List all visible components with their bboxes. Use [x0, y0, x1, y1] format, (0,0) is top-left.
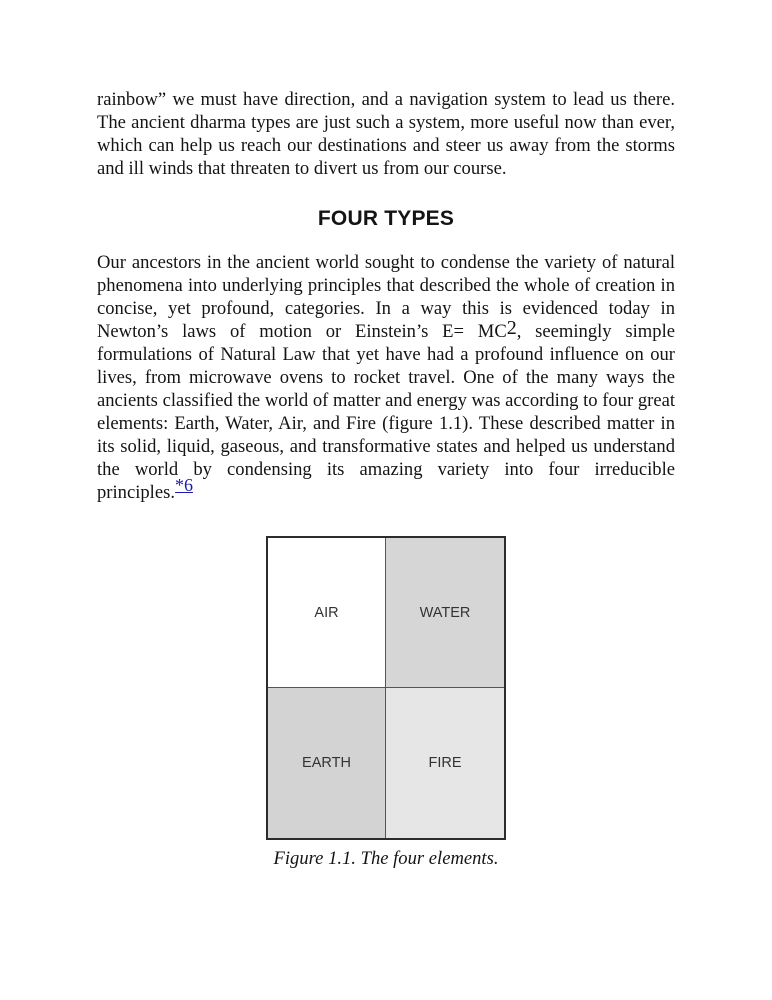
figure-cell-earth: EARTH — [268, 688, 386, 838]
body-text-part1: Our ancestors in the ancient world sought to condense the variety of natural phenomena into underlying principles that described the whole of creation in concise, yet profound, categories. In a way this is evidenced today in Newton’s laws of motion or Einstein’s E= MC — [97, 252, 675, 342]
intro-paragraph: rainbow” we must have direction, and a navigation system to lead us there. The ancient dharma types are just such a system, more useful now than ever, which can help us reach our destinations and steer us away from the storms and ill winds that threaten to divert us from our course. — [97, 89, 675, 179]
footnote-link[interactable]: *6 — [174, 475, 193, 495]
figure-cell-water: WATER — [386, 538, 504, 688]
page-content — [97, 88, 675, 504]
body-paragraph — [97, 251, 675, 504]
figure-cell-air: AIR — [268, 538, 386, 688]
body-text-part2: , seemingly simple formulations of Natural Law that yet have had a profound influence on our lives, from microwave ovens to rocket travel. One of the many ways the ancients classified the world of matter and energy was according to four great elements: Earth, Water, Air, and Fire (figure 1.1). These described matter in its solid, liquid, gaseous, and transformative states and helped us understand the world by condensing its amazing variety into four irreducible principles. — [97, 321, 675, 503]
section-heading: FOUR TYPES — [317, 207, 455, 230]
exponent-superscript: 2 — [506, 317, 517, 339]
figure-caption: Figure 1.1. The four elements. — [273, 848, 499, 869]
figure-cell-fire: FIRE — [386, 688, 504, 838]
four-elements-figure — [266, 536, 506, 840]
